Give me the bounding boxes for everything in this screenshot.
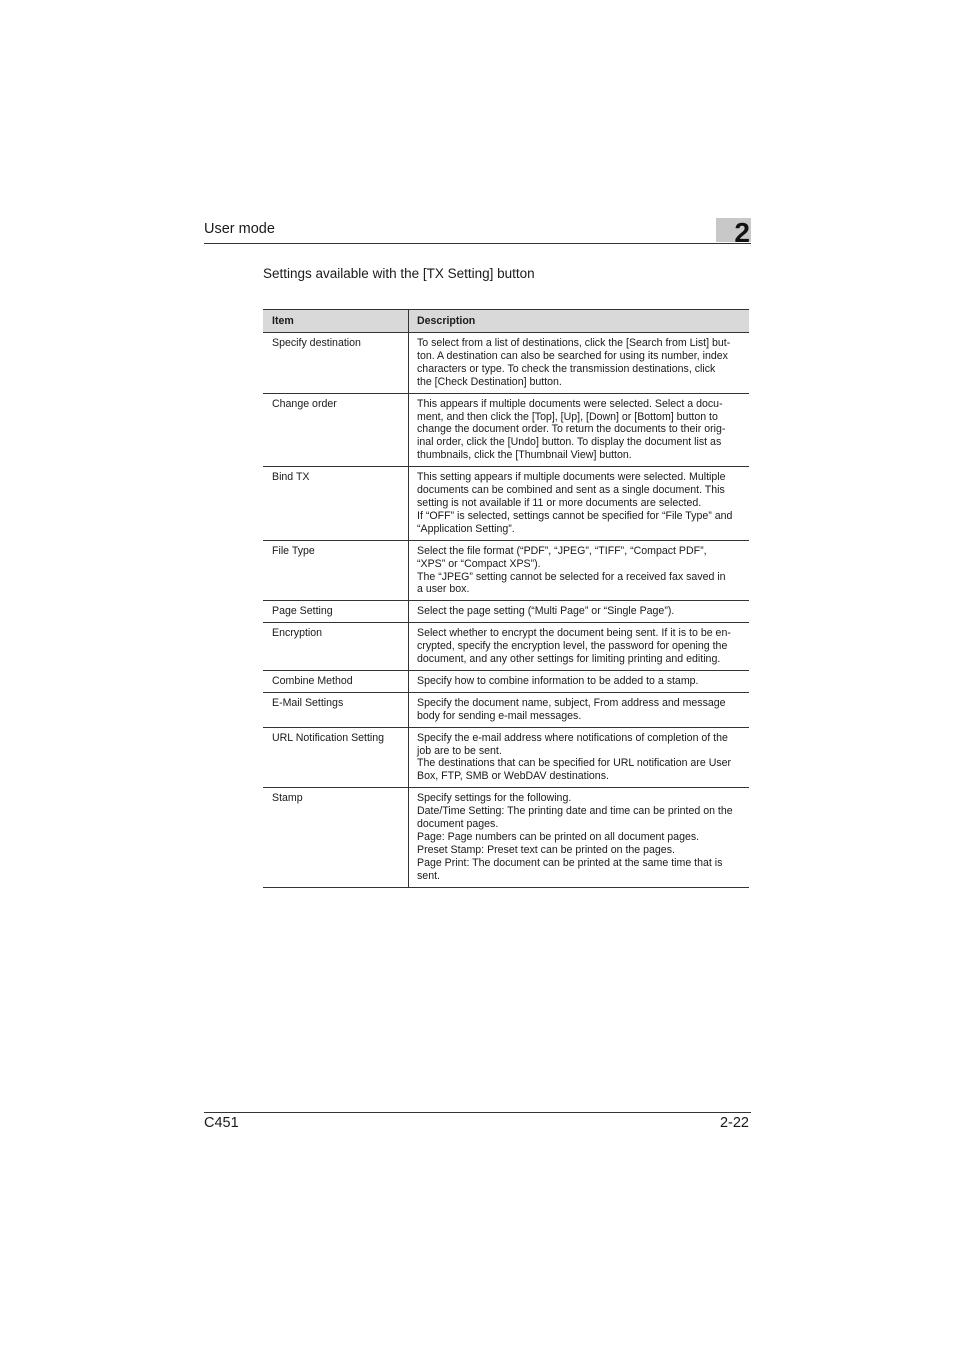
description-line: Specify how to combine information to be added to a stamp.: [417, 674, 699, 687]
description-line: thumbnails, click the [Thumbnail View] button.: [417, 449, 632, 462]
description-line: Box, FTP, SMB or WebDAV destinations.: [417, 770, 609, 783]
description-line: documents can be combined and sent as a single document. This: [417, 484, 725, 497]
description-line: The destinations that can be specified for URL notification are User: [417, 757, 732, 770]
header-title: User mode: [204, 221, 275, 237]
row-description: [409, 393, 750, 467]
table-row: [263, 670, 749, 692]
description-line: job are to be sent.: [417, 744, 502, 757]
description-line: If “OFF” is selected, settings cannot be specified for “File Type” and: [417, 509, 733, 522]
description-line: ton. A destination can also be searched for using its number, index: [417, 349, 728, 362]
row-description: [409, 333, 750, 394]
description-line: Select the file format (“PDF”, “JPEG”, “TIFF”, “Compact PDF”,: [417, 544, 707, 557]
description-line: This setting appears if multiple documents were selected. Multiple: [417, 471, 726, 484]
table-row: [263, 692, 749, 727]
page-number: 2-22: [719, 1115, 749, 1131]
table-row: [263, 623, 749, 671]
section-title: Settings available with the [TX Setting] button: [263, 266, 535, 281]
description-line: Select whether to encrypt the document being sent. If it is to be en-: [417, 627, 731, 640]
footer-model: C451: [204, 1115, 239, 1131]
row-item: Page Setting: [263, 601, 409, 623]
table-row: [263, 601, 749, 623]
column-header-item: Item: [263, 310, 409, 333]
row-item: Stamp: [263, 788, 409, 887]
row-item: Change order: [263, 393, 409, 467]
row-item: File Type: [263, 540, 409, 601]
chapter-badge: [716, 218, 751, 242]
column-header-description: Description: [409, 310, 750, 333]
description-line: Select the page setting (“Multi Page” or “Single Page”).: [417, 605, 675, 618]
description-line: “Application Setting”.: [417, 522, 515, 535]
description-line: This appears if multiple documents were selected. Select a docu-: [417, 397, 723, 410]
table-row: [263, 788, 749, 887]
description-line: document pages.: [417, 818, 499, 831]
table-row: [263, 333, 749, 394]
description-line: The “JPEG” setting cannot be selected for a received fax saved in: [417, 570, 726, 583]
description-line: setting is not available if 11 or more documents are selected.: [417, 496, 702, 509]
description-line: Specify the e-mail address where notifications of completion of the: [417, 731, 728, 744]
row-description: [409, 601, 750, 623]
row-item: URL Notification Setting: [263, 727, 409, 788]
description-line: ment, and then click the [Top], [Up], [Down] or [Bottom] button to: [417, 410, 718, 423]
row-description: [409, 692, 750, 727]
chapter-number: 2: [734, 218, 750, 242]
table-row: [263, 467, 749, 541]
description-line: Specify the document name, subject, From address and message: [417, 696, 726, 709]
description-line: sent.: [417, 869, 440, 882]
page-header: [204, 218, 751, 244]
description-line: inal order, click the [Undo] button. To display the document list as: [417, 436, 722, 449]
description-line: Page: Page numbers can be printed on all document pages.: [417, 831, 700, 843]
description-line: characters or type. To check the transmission destinations, click: [417, 362, 716, 375]
row-description: [409, 788, 750, 887]
description-line: Date/Time Setting: The printing date and time can be printed on the: [417, 805, 733, 818]
table-row: [263, 393, 749, 467]
description-line: body for sending e-mail messages.: [417, 709, 582, 722]
table-row: [263, 727, 749, 788]
row-item: Bind TX: [263, 467, 409, 541]
row-item: Combine Method: [263, 670, 409, 692]
row-description: [409, 540, 750, 601]
row-item: Specify destination: [263, 333, 409, 394]
description-line: a user box.: [417, 583, 470, 596]
description-line: “XPS” or “Compact XPS”).: [417, 557, 541, 570]
description-line: Preset Stamp: Preset text can be printed on the pages.: [417, 843, 675, 856]
description-line: Specify settings for the following.: [417, 792, 572, 805]
description-line: change the document order. To return the documents to their orig-: [417, 423, 726, 436]
row-item: E-Mail Settings: [263, 692, 409, 727]
table-header-row: [263, 310, 749, 333]
description-line: document, and any other settings for limiting printing and editing.: [417, 653, 721, 666]
table-row: [263, 540, 749, 601]
row-description: [409, 727, 750, 788]
row-item: Encryption: [263, 623, 409, 671]
description-line: crypted, specify the encryption level, the password for opening the: [417, 640, 728, 653]
page-footer: [204, 1112, 751, 1137]
table-body: [263, 333, 749, 888]
row-description: [409, 623, 750, 671]
row-description: [409, 467, 750, 541]
description-line: Page Print: The document can be printed at the same time that is: [417, 856, 723, 869]
description-line: To select from a list of destinations, click the [Search from List] but-: [417, 337, 731, 349]
settings-table: [263, 309, 749, 888]
row-description: [409, 670, 750, 692]
description-line: the [Check Destination] button.: [417, 375, 562, 388]
